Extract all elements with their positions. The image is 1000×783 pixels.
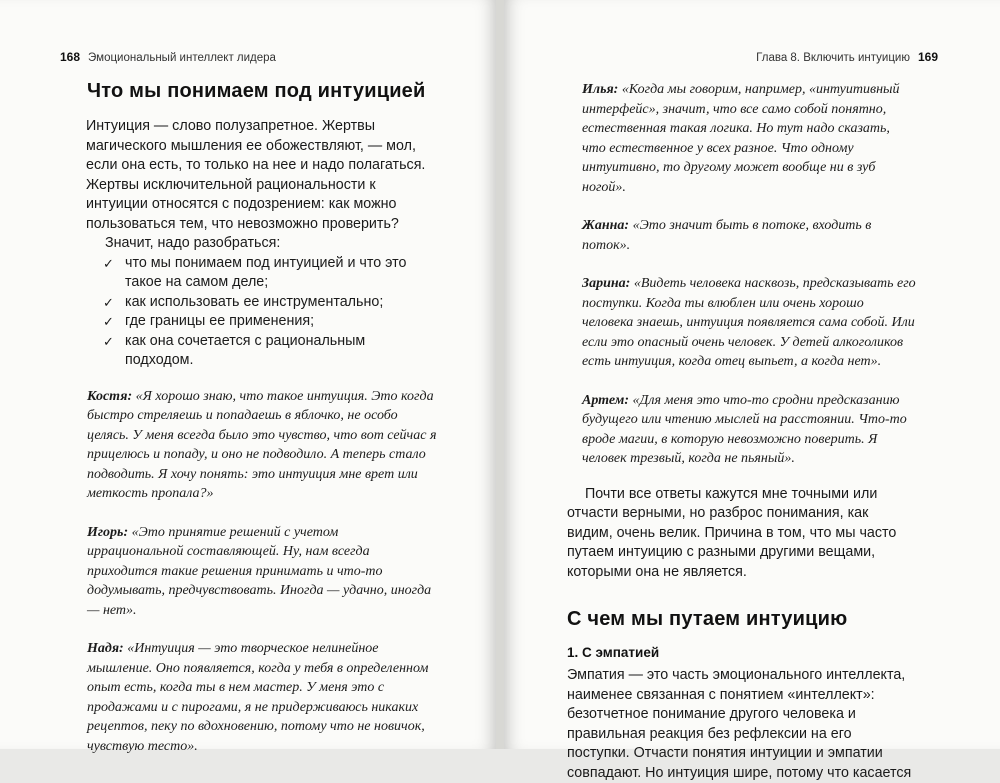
interview-quote [582,274,917,372]
intro-paragraph: Интуиция — слово полузапретное. Жертвы магического мышления ее обожествляют, — мол, если она есть, то только на нее и надо полагаться. Жертвы исключительной рациональности к интуиции относятся с подозрением: как можно пользоваться тем, что невозможно проверить? [86,118,426,232]
check-icon: ✓ [103,294,114,310]
checklist-item: ✓ как использовать ее инструментально; [103,293,437,313]
quote-speaker: Надя: [87,641,124,656]
quote-speaker: Игорь: [87,524,129,540]
quote-text: «Я хорошо знаю, что такое интуиция. Это когда быстро стреляешь и попадаешь в яблочко, не особо целясь. У меня всегда было это чувство, что вот сейчас я прицелюсь и попаду, и оно не подводило. А теперь стало подводить. Я хочу понять: это интуиция мне врет или меткость пропала?» [87,388,437,501]
quote-speaker: Костя: [87,388,133,404]
quote-text: «Интуиция — это творческое нелинейное мышление. Оно появляется, когда у тебя в определенном опыт есть, когда ты в нем мастер. У меня это с продажами и с пирогами, я не придерживаюсь никаких рецептов, пеку по вдохновению, потому что не новичок, чувствую тесто». [87,641,429,754]
check-icon: ✓ [103,333,114,349]
interview-quote [87,387,437,504]
interview-quote [582,391,917,469]
interview-quote [582,216,917,255]
page-number: 168 [60,50,81,64]
quote-speaker: Артем: [582,392,629,408]
checklist [87,254,437,371]
left-page [0,0,496,754]
checklist-item: ✓ где границы ее применения; [103,312,437,332]
quote-text: «Для меня это что-то сродни предсказанию будущего или чтению мыслей на расстоянии. Что-то вроде магии, в которую невозможно поверить. Я человек трезвый, когда не пьяный». [582,392,907,466]
subsection-heading: 1. С эмпатией [567,645,660,660]
quote-speaker: Зарина: [582,276,631,291]
left-page-content [87,80,437,756]
section-heading: Что мы понимаем под интуицией [87,80,426,102]
quote-text: «Это принятие решений с учетом иррациональной составляющей. Ну, нам всегда приходится такие решения принимать и что-то додумывать, предчувствовать. Иногда — удачно, иногда — нет». [87,524,432,618]
page-number: 169 [917,50,938,64]
check-icon: ✓ [103,314,114,329]
right-page [504,0,1000,781]
interview-quote [87,639,437,756]
running-title: Эмоциональный интеллект лидера [88,52,276,64]
quote-text: «Когда мы говорим, например, «интуитивный интерфейс», значит, что все само собой понятно, естественная такая логика. Но тут надо сказать, что естественное у всех разное. Что одному интуитивно, то другому может вообще ни в зуб ногой». [582,82,900,195]
lead-in-paragraph: Значит, надо разобраться: [105,235,281,251]
summary-paragraph: Почти все ответы кажутся мне точными или отчасти верными, но разброс понимания, как видим, очень велик. Причина в том, что мы часто путаем интуицию с разными другими вещами, которыми она не является. [567,485,897,580]
interview-quote [87,523,437,621]
checklist-item: ✓ как она сочетается с рациональным подходом. [103,332,366,368]
interview-quote [582,80,917,197]
right-page-header [756,50,938,64]
empathy-paragraph: Эмпатия — это часть эмоционального интеллекта, наименее связанная с понятием «интеллект»: безотчетное понимание другого человека и правильная реакция без рефлексии на его поступки. Отчасти понятия интуиции и эмпатии совпадают. Но интуиция шире, потому что касается [567,667,912,781]
right-page-content [567,80,917,783]
section-heading: С чем мы путаем интуицию [567,608,848,630]
checklist-item: ✓ что мы понимаем под интуицией и что это такое на самом деле; [103,254,407,290]
quote-speaker: Жанна: [582,218,630,233]
book-gutter [496,0,504,749]
quote-text: «Это значит быть в потоке, входить в поток». [582,218,872,253]
left-page-header [60,50,276,64]
quote-speaker: Илья: [582,82,619,97]
check-icon: ✓ [103,255,114,271]
running-title: Глава 8. Включить интуицию [756,52,910,64]
quote-text: «Видеть человека насквозь, предсказывать его поступки. Когда ты влюблен или очень хорошо человека знаешь, интуиция появляется сама собой. Или если это опасный очень человек. У детей алкоголиков есть интуиция, когда отец выпьет, а когда нет». [582,276,916,369]
